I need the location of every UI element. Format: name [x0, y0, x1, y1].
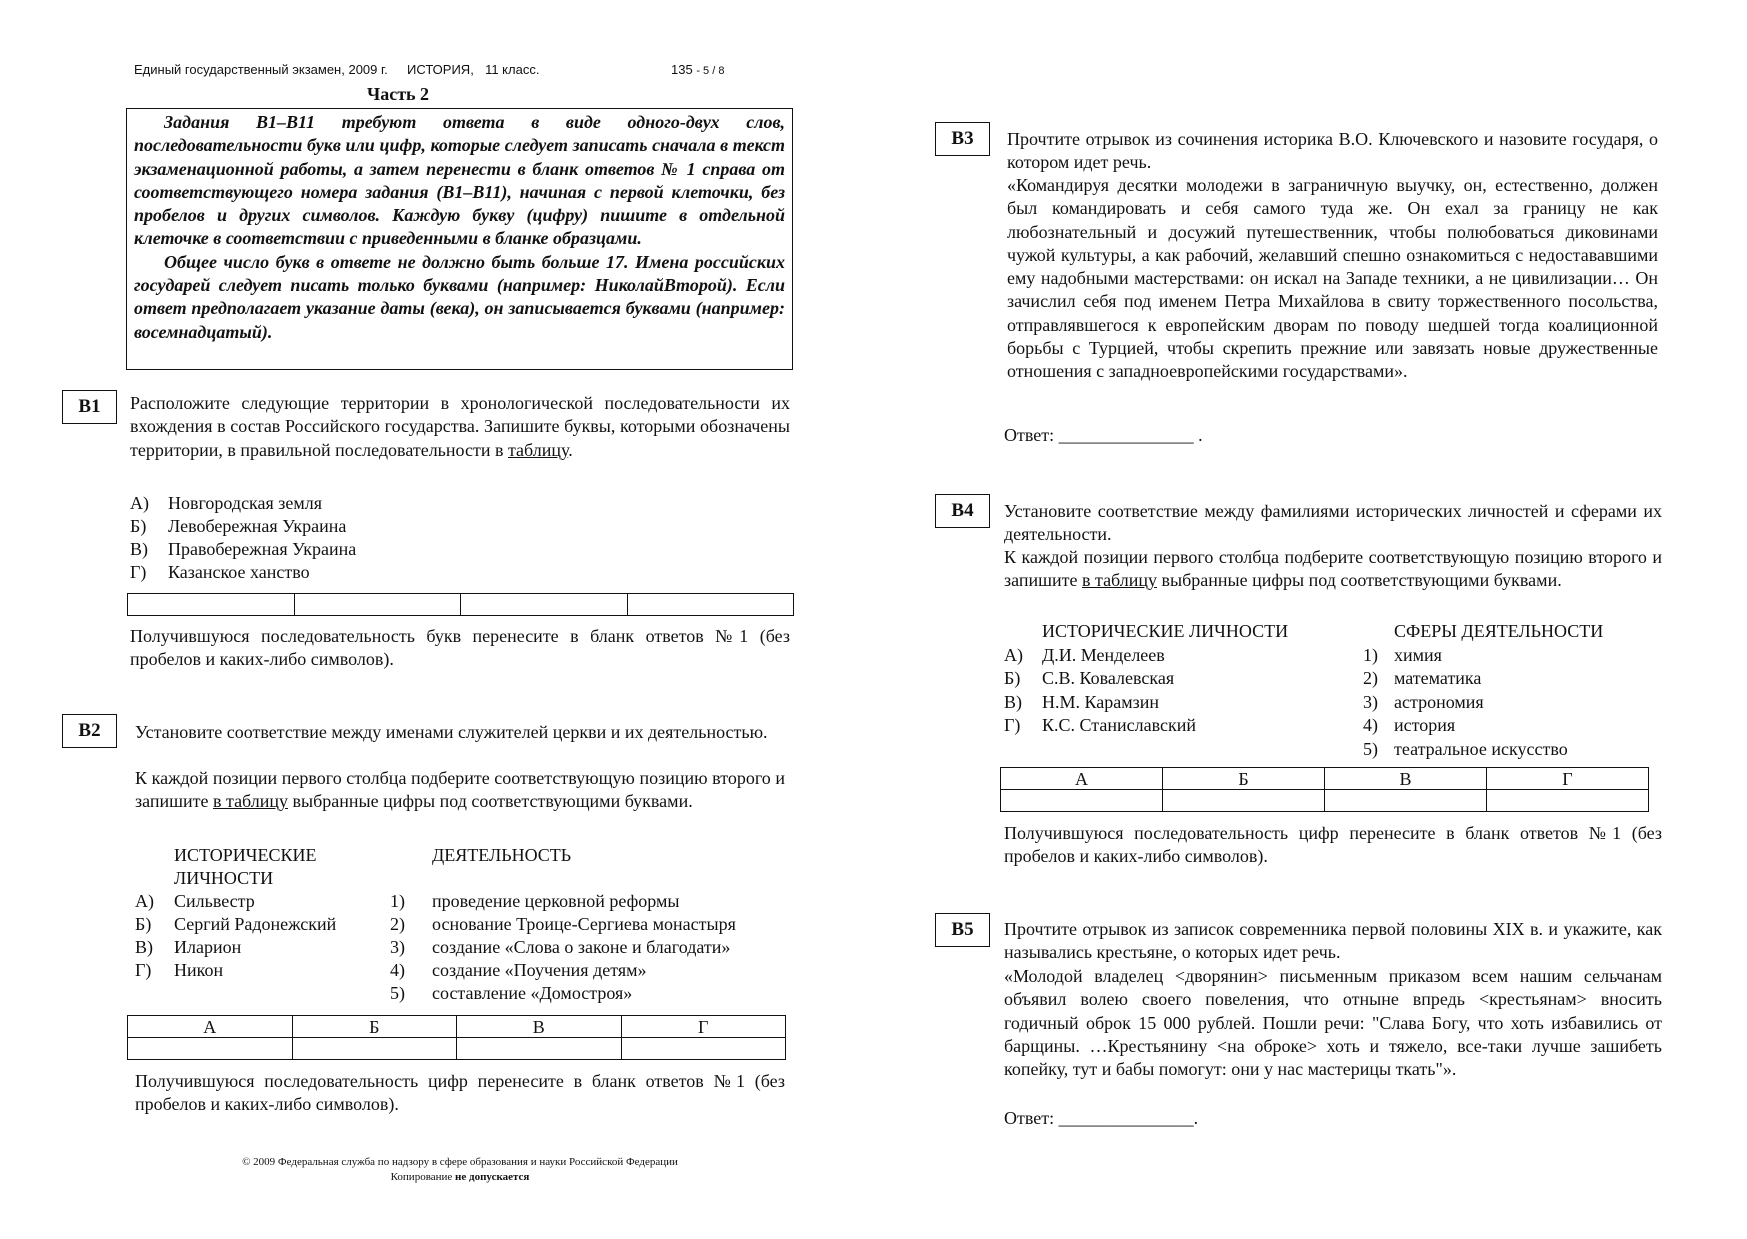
part-title: Часть 2	[367, 84, 430, 104]
table-row	[1001, 790, 1649, 812]
table-header-cell: Б	[292, 1016, 457, 1038]
b1-answer-table	[127, 593, 794, 616]
b2-intro: Установите соответствие между именами служителей церкви и их деятельностью.	[135, 722, 768, 742]
b4-table-link: в таблицу	[1081, 570, 1158, 591]
task-label-b4: В4	[935, 494, 990, 528]
b4-col1-heading: ИСТОРИЧЕСКИЕ ЛИЧНОСТИ	[1042, 621, 1289, 641]
b2-left-letter: Г)	[135, 960, 152, 980]
b4-left-text: К.С. Станиславский	[1042, 715, 1196, 735]
b4-right-num: 5)	[1363, 739, 1378, 759]
b4-right-text: театральное искусство	[1394, 739, 1568, 759]
b4-right-num: 4)	[1363, 715, 1378, 735]
task-label-b5: В5	[935, 913, 990, 947]
header-page: - 5 / 8	[696, 65, 725, 77]
instructions-paragraph-1: Задания В1–В11 требуют ответа в виде одного-двух слов, последовательности букв или цифр, которые следует записать сначала в текст экзаменационной работы, а затем перенести в бланк ответов № 1 справа от соответствующего номера задания (В1–В11), начиная с первой клеточки, без пробелов и других символов. Каждую букву (цифру) пишите в отдельной клеточке в соответствии с приведенными в бланке образцами.	[134, 112, 785, 249]
b2-transfer-note: Получившуюся последовательность цифр перенесите в бланк ответов №1 (без пробелов и каких-либо символов).	[135, 1071, 785, 1115]
b5-question: Прочтите отрывок из записок современника первой половины XIX в. и укажите, как назывались крестьяне, о которых идет речь.	[1004, 919, 1662, 963]
b2-left-text: Никон	[174, 960, 224, 980]
copying-bold: не допускается	[455, 1171, 530, 1183]
b2-left-text: Сергий Радонежский	[174, 914, 337, 934]
b1-item-text: Левобережная Украина	[168, 516, 347, 536]
table-header-cell: Г	[621, 1016, 786, 1038]
b2-right-text: создание «Поучения детям»	[432, 960, 647, 980]
instructions-paragraph-2: Общее число букв в ответе не должно быть больше 17. Имена российских государей следует писать только буквами (например: НиколайВторой). Если ответ предполагает указание даты (века), он записывается буквами (например: восемнадцатый).	[134, 251, 785, 342]
table-header-cell: В	[1325, 768, 1487, 790]
copyright-line: © 2009 Федеральная служба по надзору в сфере образования и науки Российской Федерации	[242, 1156, 678, 1168]
b4-right-text: история	[1394, 715, 1456, 735]
answer-cell[interactable]	[1163, 790, 1325, 812]
b1-item-text: Казанское ханство	[168, 562, 310, 582]
b4-right-num: 2)	[1363, 668, 1378, 688]
b1-text-after: .	[568, 439, 573, 460]
b4-right-text: астрономия	[1394, 692, 1484, 712]
page-header	[134, 62, 539, 77]
b3-quote: «Командируя десятки молодежи в заграничную выучку, он, естественно, должен был командировать и себя самого туда же. Он ехал за границу не как любознательный и досужий путешественник, чтобы полюбоваться диковинами чужой культуры, а как рабочий, желавший спешно ознакомиться с недостававшими ему надобными мастерствами: он искал на Западе техники, а не цивилизации… Он зачислил себя под именем Петра Михайлова в свиту торжественного посольства, отправлявшегося к европейским дворам по поводу шедшей тогда коалиционной борьбы с Турцией, чтобы скрепить прежние или завязать новые дружественные отношения с западноевропейскими государствами».	[1007, 175, 1658, 382]
instructions-box	[126, 108, 793, 370]
answer-cell[interactable]	[627, 594, 794, 616]
b2-right-num: 4)	[390, 960, 405, 980]
b4-left-letter: А)	[1004, 645, 1023, 665]
b2-right-text: проведение церковной реформы	[432, 891, 680, 911]
b2-col2-heading: ДЕЯТЕЛЬНОСТЬ	[432, 845, 572, 865]
b4-instruction	[1004, 546, 1662, 593]
page-number	[671, 62, 724, 77]
b2-right-text: основание Троице-Сергиева монастыря	[432, 914, 736, 934]
b4-col2-heading: СФЕРЫ ДЕЯТЕЛЬНОСТИ	[1394, 621, 1604, 641]
b2-table-link: в таблицу	[212, 791, 289, 812]
b4-right-num: 3)	[1363, 692, 1378, 712]
b1-item-letter: Б)	[130, 516, 147, 536]
b4-left-letter: Г)	[1004, 715, 1021, 735]
copying-notice	[160, 1170, 760, 1185]
b2-right-num: 2)	[390, 914, 405, 934]
answer-cell[interactable]	[292, 1038, 457, 1060]
b2-right-text: составление «Домостроя»	[432, 983, 633, 1003]
table-header-cell: Б	[1163, 768, 1325, 790]
b1-transfer-note: Получившуюся последовательность букв перенесите в бланк ответов №1 (без пробелов и каких-либо символов).	[130, 626, 790, 670]
b2-left-letter: Б)	[135, 914, 152, 934]
b1-table-link: таблицу	[507, 439, 569, 460]
b2-col1-heading-2: ЛИЧНОСТИ	[174, 868, 274, 888]
b1-item-letter: В)	[130, 539, 148, 559]
b2-answer-table	[127, 1015, 786, 1060]
b4-left-text: С.В. Ковалевская	[1042, 668, 1175, 688]
b1-item-letter: А)	[130, 493, 149, 513]
table-row	[1001, 768, 1649, 790]
copyright-footer	[160, 1155, 760, 1185]
table-row	[128, 1038, 786, 1060]
b4-left-text: Д.И. Менделеев	[1042, 645, 1165, 665]
b4-left-text: Н.М. Карамзин	[1042, 692, 1160, 712]
b2-instruction	[135, 767, 785, 814]
b3-question: Прочтите отрывок из сочинения историка В.О. Ключевского и назовите государя, о котором идет речь.	[1007, 129, 1658, 173]
answer-cell[interactable]	[128, 594, 295, 616]
table-header-cell: А	[128, 1016, 293, 1038]
table-header-cell: В	[457, 1016, 622, 1038]
b1-item-text: Новгородская земля	[168, 493, 323, 513]
b3-answer-line: Ответ: _______________ .	[1004, 425, 1203, 445]
b4-right-text: химия	[1394, 645, 1442, 665]
answer-cell[interactable]	[621, 1038, 786, 1060]
b2-left-text: Сильвестр	[174, 891, 255, 911]
header-grade: 11 класс.	[485, 62, 540, 77]
b4-intro: Установите соответствие между фамилиями исторических личностей и сферами их деятельности.	[1004, 501, 1662, 545]
b4-answer-table	[1000, 767, 1649, 812]
b4-instr-after: выбранные цифры под соответствующими буквами.	[1157, 570, 1562, 591]
b2-left-text: Иларион	[174, 937, 242, 957]
table-header-cell: Г	[1487, 768, 1649, 790]
b4-right-text: математика	[1394, 668, 1482, 688]
b1-item-text: Правобережная Украина	[168, 539, 357, 559]
header-subject: ИСТОРИЯ,	[407, 62, 474, 77]
task-label-b3: В3	[935, 122, 990, 156]
b4-instr-before: К каждой позиции первого столбца подберите соответствующую позицию второго и запишите	[1004, 547, 1662, 591]
task-label-b1: В1	[62, 390, 117, 424]
b2-right-num: 3)	[390, 937, 405, 957]
table-row	[128, 1016, 786, 1038]
header-code: 135	[671, 62, 693, 77]
b2-instr-before: К каждой позиции первого столбца подберите соответствующую позицию второго и запишите	[135, 768, 785, 812]
b1-question	[130, 392, 790, 462]
b2-left-letter: А)	[135, 891, 154, 911]
b2-left-letter: В)	[135, 937, 153, 957]
copying-prefix: Копирование	[390, 1171, 456, 1183]
task-label-b2: В2	[62, 714, 117, 748]
b4-left-letter: Б)	[1004, 668, 1021, 688]
b2-right-num: 5)	[390, 983, 405, 1003]
b4-right-num: 1)	[1363, 645, 1378, 665]
table-header-cell: А	[1001, 768, 1163, 790]
answer-cell[interactable]	[1325, 790, 1487, 812]
header-exam: Единый государственный экзамен, 2009 г.	[134, 62, 388, 77]
answer-cell[interactable]	[1001, 790, 1163, 812]
b1-item-letter: Г)	[130, 562, 147, 582]
b5-answer-line: Ответ: _______________.	[1004, 1108, 1199, 1128]
b2-right-text: создание «Слова о законе и благодати»	[432, 937, 731, 957]
b2-right-num: 1)	[390, 891, 405, 911]
answer-cell[interactable]	[457, 1038, 622, 1060]
answer-cell[interactable]	[1487, 790, 1649, 812]
table-row	[128, 594, 794, 616]
b4-left-letter: В)	[1004, 692, 1022, 712]
b4-transfer-note: Получившуюся последовательность цифр перенесите в бланк ответов №1 (без пробелов и каких-либо символов).	[1004, 823, 1662, 867]
b2-col1-heading: ИСТОРИЧЕСКИЕ	[174, 845, 317, 865]
answer-cell[interactable]	[294, 594, 461, 616]
answer-cell[interactable]	[128, 1038, 293, 1060]
b1-text-before: Расположите следующие территории в хронологической последовательности их вхождения в состав Российского государства. Запишите буквы, которыми обозначены территории, в правильной последовательности в	[130, 393, 790, 460]
answer-cell[interactable]	[461, 594, 628, 616]
b2-instr-after: выбранные цифры под соответствующими буквами.	[288, 791, 693, 812]
b5-quote: «Молодой владелец <дворянин> письменным приказом всем нашим сельчанам объявил волею своего повеления, что отныне впредь <крестьянам> вносить годичный оброк 15 000 рублей. Пошли речи: "Слава Богу, что хоть избавились от барщины. …Крестьянину <на оброке> хоть и тяжело, все-таки лучше зашибеть копейку, тут и бабы помогут: они у нас мастерицы ткать"».	[1004, 966, 1662, 1080]
